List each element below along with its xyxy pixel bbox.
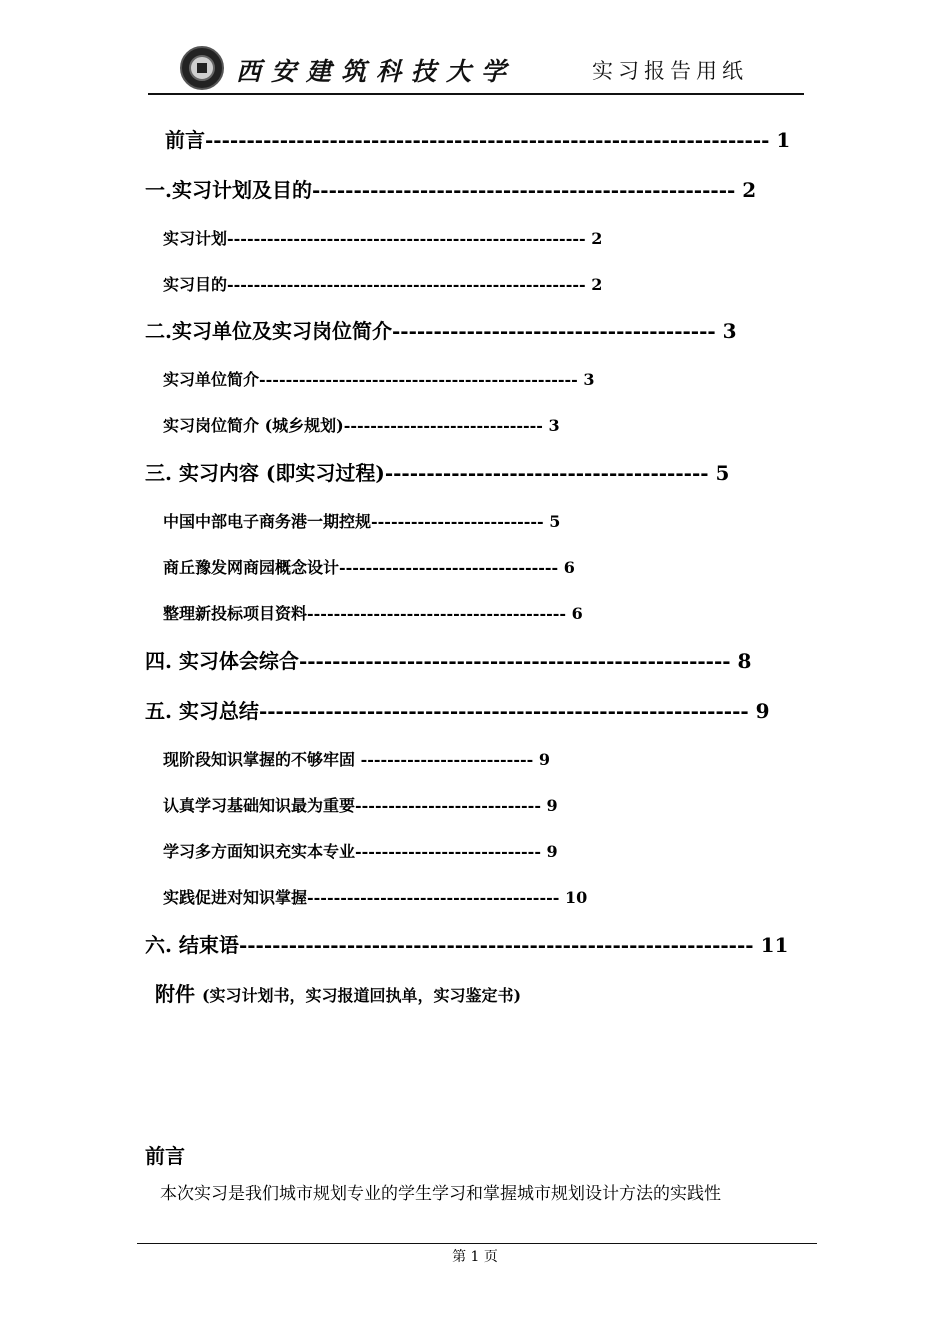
- toc-page: 9: [546, 842, 558, 861]
- toc-leader: ----------------------------------------------------: [298, 649, 731, 673]
- university-name: 西安建筑科技大学: [236, 57, 517, 86]
- toc-entry[interactable]: [163, 747, 550, 770]
- toc-title: 一.实习计划及目的: [145, 178, 312, 202]
- university-logo-icon: [180, 46, 224, 90]
- toc-leader: --------------------------------------: [307, 888, 560, 907]
- toc-page: 9: [546, 796, 558, 815]
- toc-title: 实习计划: [163, 229, 228, 248]
- toc-page: 9: [755, 699, 770, 723]
- toc-page: 6: [571, 604, 583, 623]
- toc-page: 2: [591, 229, 603, 248]
- toc-entry[interactable]: [145, 315, 737, 344]
- toc-leader: ------------------------------: [343, 416, 543, 435]
- toc-entry[interactable]: [163, 226, 602, 249]
- toc-page: 2: [591, 275, 603, 294]
- toc-entry[interactable]: [163, 367, 594, 390]
- toc-page: 5: [715, 461, 730, 485]
- toc-title: 现阶段知识掌握的不够牢固: [163, 750, 361, 769]
- toc-title: 认真学习基础知识最为重要: [163, 796, 356, 815]
- toc-title: 前言: [165, 128, 205, 152]
- toc-page: 3: [583, 370, 595, 389]
- toc-title: 五. 实习总结: [145, 699, 259, 723]
- toc-page: 10: [564, 888, 588, 907]
- toc-entry[interactable]: [163, 839, 558, 862]
- toc-entry[interactable]: [145, 929, 788, 958]
- toc-page: 8: [737, 649, 752, 673]
- toc-entry[interactable]: [165, 124, 790, 153]
- toc-title: 实践促进对知识掌握: [163, 888, 308, 907]
- toc-leader: --------------------------------------------------------------: [238, 933, 754, 957]
- toc-page: 11: [760, 933, 789, 957]
- toc-entry[interactable]: [163, 793, 558, 816]
- toc-title: 实习岗位简介 (城乡规划): [163, 416, 344, 435]
- toc-leader: --------------------------: [360, 750, 534, 769]
- toc-leader: ------------------------------------------------------: [227, 275, 586, 294]
- section-heading: 前言: [145, 1144, 185, 1168]
- toc-leader: ---------------------------------: [339, 558, 559, 577]
- toc-leader: -----------------------------------------------------------: [258, 699, 749, 723]
- toc-page: 5: [549, 512, 561, 531]
- toc-entry[interactable]: [163, 413, 560, 436]
- toc-title: 商丘豫发网商园概念设计: [163, 558, 340, 577]
- toc-page: 3: [548, 416, 560, 435]
- toc-title: 学习多方面知识充实本专业: [163, 842, 356, 861]
- toc-leader: ---------------------------------------: [384, 461, 709, 485]
- toc-title: 实习目的: [163, 275, 228, 294]
- toc-entry[interactable]: [163, 509, 560, 532]
- toc-entry[interactable]: [163, 885, 587, 908]
- appendix-detail: (实习计划书，实习报道回执单，实习鉴定书): [201, 986, 522, 1005]
- page-header: [148, 40, 804, 94]
- header-divider: [148, 93, 804, 95]
- paragraph-text: 本次实习是我们城市规划专业的学生学习和掌握城市规划设计方法的实践性: [160, 1184, 721, 1204]
- footer-divider: [137, 1243, 817, 1244]
- toc-title: 四. 实习体会综合: [145, 649, 299, 673]
- toc-entry[interactable]: [145, 174, 756, 203]
- toc-page: 6: [563, 558, 575, 577]
- toc-leader: ----------------------------: [355, 796, 541, 815]
- toc-entry[interactable]: [145, 457, 729, 486]
- toc-page: 9: [538, 750, 550, 769]
- toc-title: 二.实习单位及实习岗位简介: [145, 319, 392, 343]
- toc-page: 1: [776, 128, 791, 152]
- toc-leader: ---------------------------------------------------: [311, 178, 736, 202]
- toc-page: 2: [742, 178, 757, 202]
- toc-title: 实习单位简介: [163, 370, 260, 389]
- toc-title: 六. 结束语: [145, 933, 239, 957]
- toc-entry[interactable]: [163, 555, 575, 578]
- toc-leader: --------------------------: [371, 512, 544, 531]
- toc-entry[interactable]: [145, 695, 770, 724]
- toc-title: 中国中部电子商务港一期控规: [163, 512, 372, 531]
- toc-leader: ---------------------------------------: [391, 319, 716, 343]
- toc-leader: --------------------------------------------------------------------: [205, 128, 770, 152]
- toc-leader: ------------------------------------------------: [259, 370, 578, 389]
- toc-title: 三. 实习内容 (即实习过程): [145, 461, 385, 485]
- toc-entry[interactable]: [145, 645, 751, 674]
- toc-leader: ------------------------------------------------------: [227, 229, 586, 248]
- toc-appendix: [155, 978, 521, 1007]
- toc-title: 整理新投标项目资料: [163, 604, 308, 623]
- toc-leader: ---------------------------------------: [307, 604, 566, 623]
- toc-leader: ----------------------------: [355, 842, 541, 861]
- toc-entry[interactable]: [163, 601, 583, 624]
- toc-entry[interactable]: [163, 272, 602, 295]
- toc-page: 3: [722, 319, 737, 343]
- report-paper-label: 实习报告用纸: [592, 59, 748, 83]
- page-number: 第 1 页: [452, 1249, 498, 1265]
- appendix-label: 附件: [155, 982, 202, 1006]
